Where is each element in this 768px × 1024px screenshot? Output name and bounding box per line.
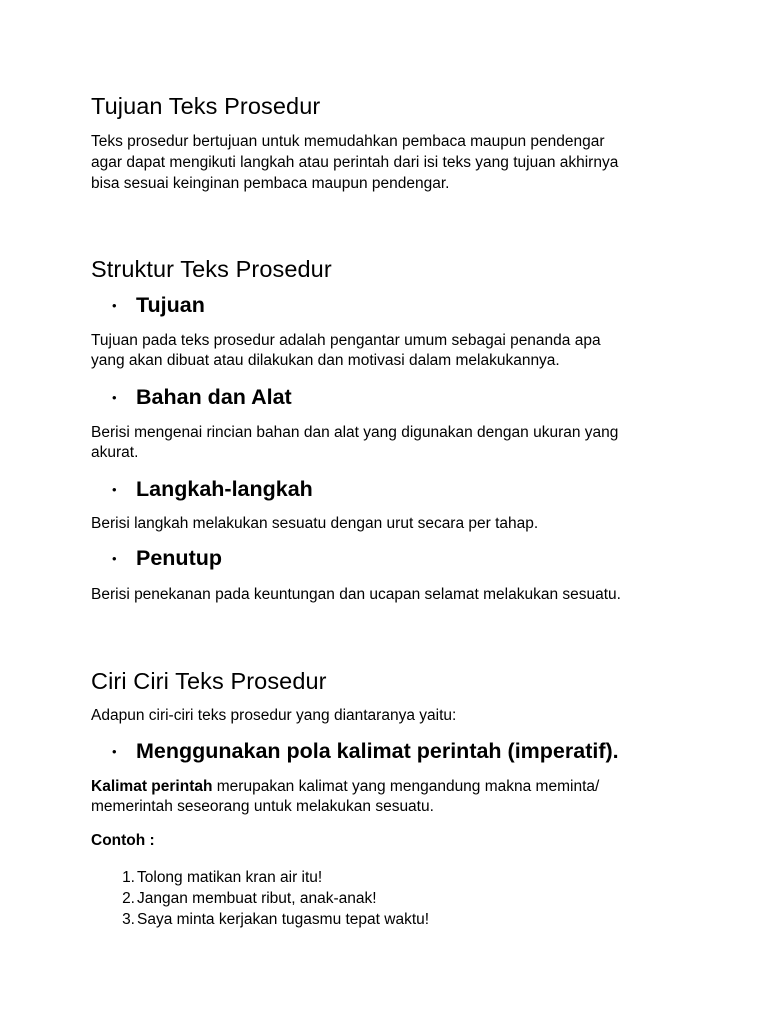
struktur-item-title: Tujuan	[136, 293, 205, 317]
list-item-text: Jangan membuat ribut, anak-anak!	[137, 890, 377, 907]
heading-ciri-ciri-teks-prosedur: Ciri Ciri Teks Prosedur	[91, 668, 327, 694]
bullet-icon: •	[112, 481, 117, 497]
ciri-item-title: Menggunakan pola kalimat perintah (imperatif).	[136, 739, 619, 763]
struktur-item-text: Tujuan pada teks prosedur adalah pengantar umum sebagai penanda apa	[91, 332, 601, 349]
struktur-item-title: Langkah-langkah	[136, 477, 313, 501]
bullet-icon: •	[112, 550, 117, 566]
example-label: Contoh :	[91, 832, 155, 849]
bullet-icon: •	[112, 743, 117, 759]
struktur-item-text: Berisi penekanan pada keuntungan dan ucapan selamat melakukan sesuatu.	[91, 586, 621, 603]
struktur-item-text: Berisi langkah melakukan sesuatu dengan urut secara per tahap.	[91, 515, 539, 532]
struktur-item-text: Berisi mengenai rincian bahan dan alat yang digunakan dengan ukuran yang	[91, 424, 619, 441]
struktur-item-tujuan	[112, 292, 205, 318]
struktur-item-langkah-langkah	[112, 476, 313, 502]
ciri-intro: Adapun ciri-ciri teks prosedur yang diantaranya yaitu:	[91, 707, 457, 724]
struktur-item-penutup	[112, 545, 222, 571]
tujuan-body-line-3: bisa sesuai keinginan pembaca maupun pendengar.	[91, 175, 450, 192]
definition-line-1	[91, 776, 599, 797]
example-list	[91, 867, 429, 930]
struktur-item-text: akurat.	[91, 444, 139, 461]
list-item	[91, 888, 429, 909]
bullet-icon: •	[112, 389, 117, 405]
list-item-number: 2.	[122, 890, 135, 907]
struktur-item-text: yang akan dibuat atau dilakukan dan motivasi dalam melakukannya.	[91, 352, 560, 369]
ciri-item-imperatif	[112, 738, 619, 764]
definition-text: merupakan kalimat yang mengandung makna meminta/	[212, 778, 600, 795]
bullet-icon: •	[112, 297, 117, 313]
heading-tujuan-teks-prosedur: Tujuan Teks Prosedur	[91, 93, 321, 119]
list-item-text: Saya minta kerjakan tugasmu tepat waktu!	[137, 911, 430, 928]
struktur-item-title: Penutup	[136, 546, 222, 570]
tujuan-body-line-1: Teks prosedur bertujuan untuk memudahkan pembaca maupun pendengar	[91, 133, 605, 150]
tujuan-body-line-2: agar dapat mengikuti langkah atau perintah dari isi teks yang tujuan akhirnya	[91, 154, 619, 171]
heading-struktur-teks-prosedur: Struktur Teks Prosedur	[91, 256, 332, 282]
definition-term: Kalimat perintah	[91, 778, 213, 795]
list-item	[91, 909, 429, 930]
list-item-number: 1.	[122, 869, 135, 886]
struktur-item-bahan-dan-alat	[112, 384, 292, 410]
definition-line-2: memerintah seseorang untuk melakukan sesuatu.	[91, 798, 434, 815]
struktur-item-title: Bahan dan Alat	[136, 385, 292, 409]
list-item	[91, 867, 429, 888]
list-item-number: 3.	[122, 911, 135, 928]
list-item-text: Tolong matikan kran air itu!	[137, 869, 323, 886]
